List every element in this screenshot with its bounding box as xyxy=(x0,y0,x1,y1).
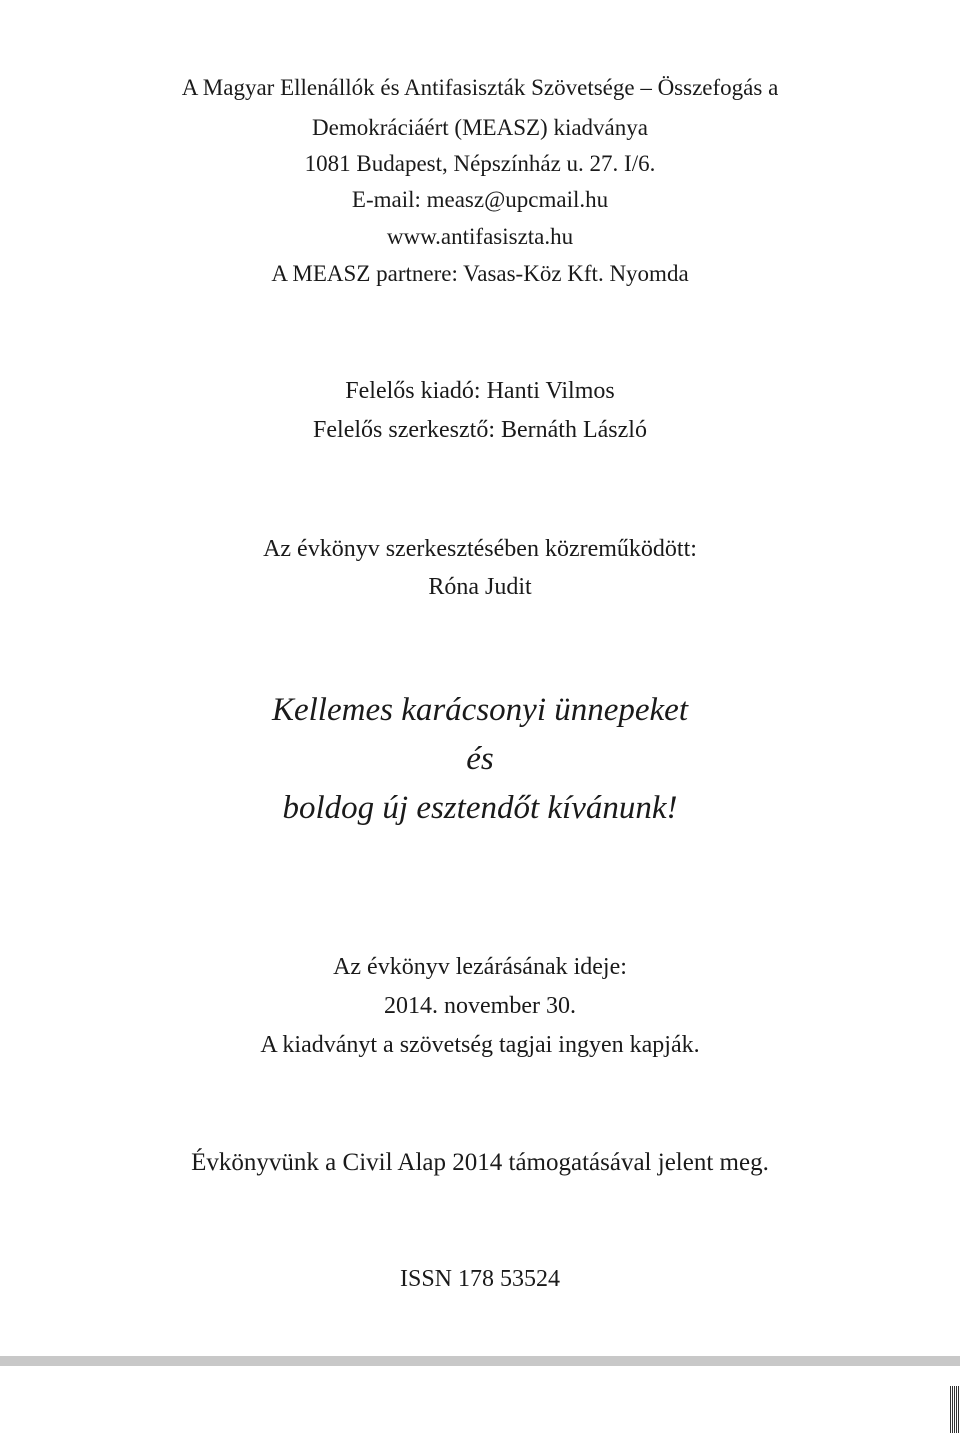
issn: ISSN 178 53524 xyxy=(399,1266,561,1292)
closing-date: 2014. november 30. xyxy=(384,993,576,1019)
support-note: Évkönyvünk a Civil Alap 2014 támogatásával jelent meg. xyxy=(191,1149,769,1176)
bottom-divider-bar xyxy=(0,1356,960,1366)
publisher-partner: A MEASZ partnere: Vasas-Köz Kft. Nyomda xyxy=(271,261,689,286)
contributor-name: Róna Judit xyxy=(428,574,532,600)
publisher-website: www.antifasiszta.hu xyxy=(386,224,574,249)
responsible-publisher: Felelős kiadó: Hanti Vilmos xyxy=(345,378,615,404)
greeting-line2: és xyxy=(466,741,494,777)
crop-mark xyxy=(950,1386,960,1433)
greeting-line3: boldog új esztendőt kívánunk! xyxy=(282,790,678,826)
distribution-note: A kiadványt a szövetség tagjai ingyen kapják. xyxy=(260,1032,700,1058)
publisher-org-line2: Demokráciáért (MEASZ) kiadványa xyxy=(312,115,648,140)
greeting-line1: Kellemes karácsonyi ünnepeket xyxy=(271,692,688,728)
responsible-editor: Felelős szerkesztő: Bernáth László xyxy=(313,417,647,443)
closing-label: Az évkönyv lezárásának ideje: xyxy=(333,954,627,980)
contributors-heading: Az évkönyv szerkesztésében közreműködött: xyxy=(263,536,697,562)
publisher-org-line1: A Magyar Ellenállók és Antifasiszták Szövetsége – Összefogás a xyxy=(181,75,779,100)
publisher-email: E-mail: measz@upcmail.hu xyxy=(351,187,609,212)
publisher-address: 1081 Budapest, Népszínház u. 27. I/6. xyxy=(304,151,656,176)
